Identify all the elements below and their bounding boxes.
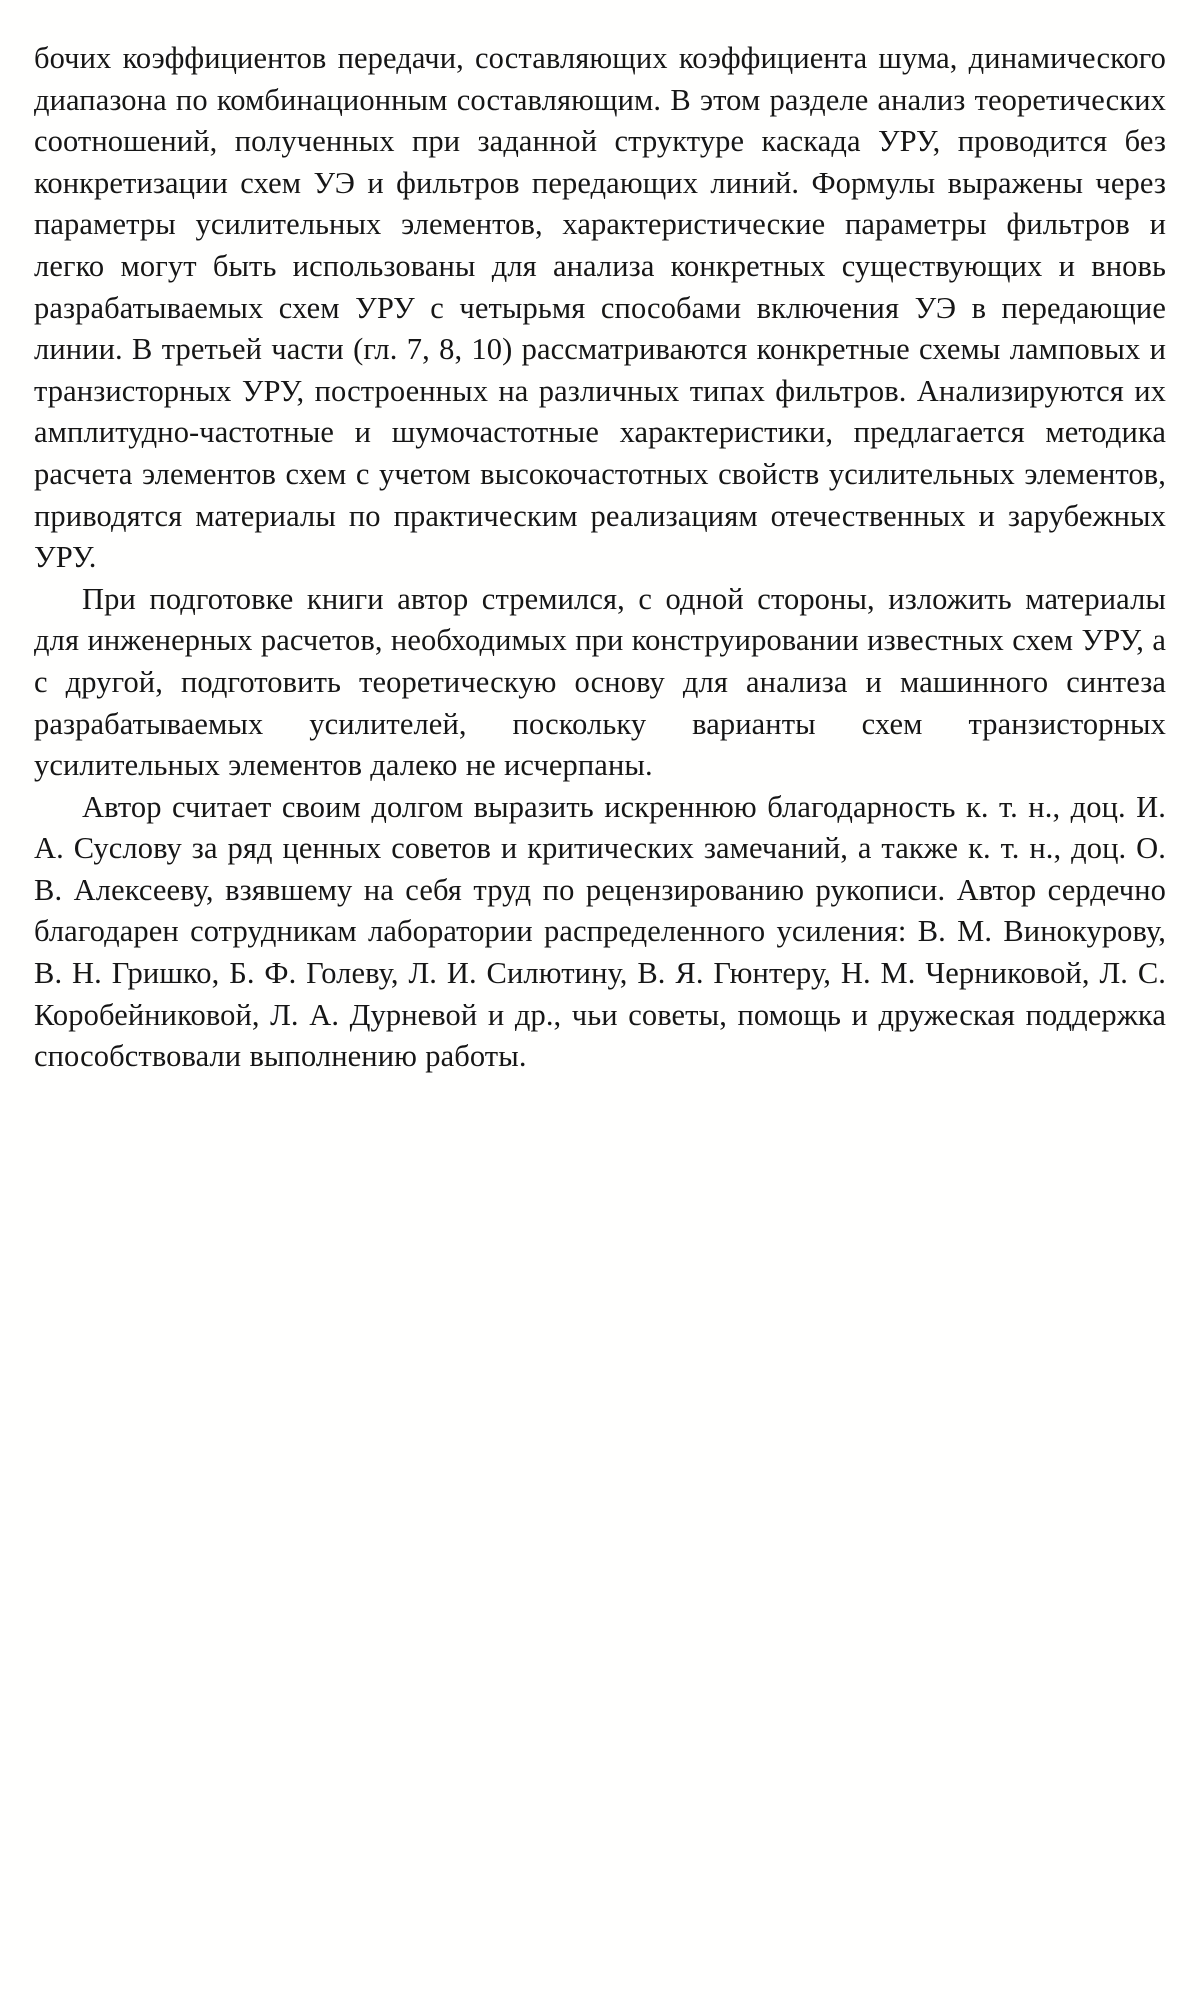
paragraph-2: При подготовке книги автор стремился, с одной стороны, изложить материалы для инженерных расчетов, необходимых при конструировании известных схем УРУ, а с другой, подготовить теоретическую основу для анализа и машинного синтеза разрабатываемых усилителей, поскольку варианты схем транзисторных усилительных элементов далеко не исчерпаны. <box>34 581 1166 783</box>
paragraph-3: Автор считает своим долгом выразить искреннюю благодарность к. т. н., доц. И. А. Суслову за ряд ценных советов и критических замечаний, а также к. т. н., доц. О. В. Алексееву, взявшему на себя труд по рецензированию рукописи. Автор сердечно благодарен сотрудникам лаборатории распределенного усиления: В. М. Винокурову, В. Н. Гришко, Б. Ф. Голеву, Л. И. Силютину, В. Я. Гюнтеру, Н. М. Черниковой, Л. С. Коробейниковой, Л. А. Дурневой и др., чьи советы, помощь и дружеская поддержка способствовали выполнению работы. <box>34 789 1166 1074</box>
text-column <box>34 38 1166 1078</box>
paragraph-1: бочих коэффициентов передачи, составляющих коэффициента шума, динамического диапазона по комбинационным составляющим. В этом разделе анализ теоретических соотношений, полученных при заданной структуре каскада УРУ, проводится без конкретизации схем УЭ и фильтров передающих линий. Формулы выражены через параметры усилительных элементов, характеристические параметры фильтров и легко могут быть использованы для анализа конкретных существующих и вновь разрабатываемых схем УРУ с четырьмя способами включения УЭ в передающие линии. В третьей части (гл. 7, 8, 10) рассматриваются конкретные схемы ламповых и транзисторных УРУ, построенных на различных типах фильтров. Анализируются их амплитудно-частотные и шумочастотные характеристики, предлагается методика расчета элементов схем с учетом высокочастотных свойств усилительных элементов, приводятся материалы по практическим реализациям отечественных и зарубежных УРУ. <box>34 41 1166 575</box>
